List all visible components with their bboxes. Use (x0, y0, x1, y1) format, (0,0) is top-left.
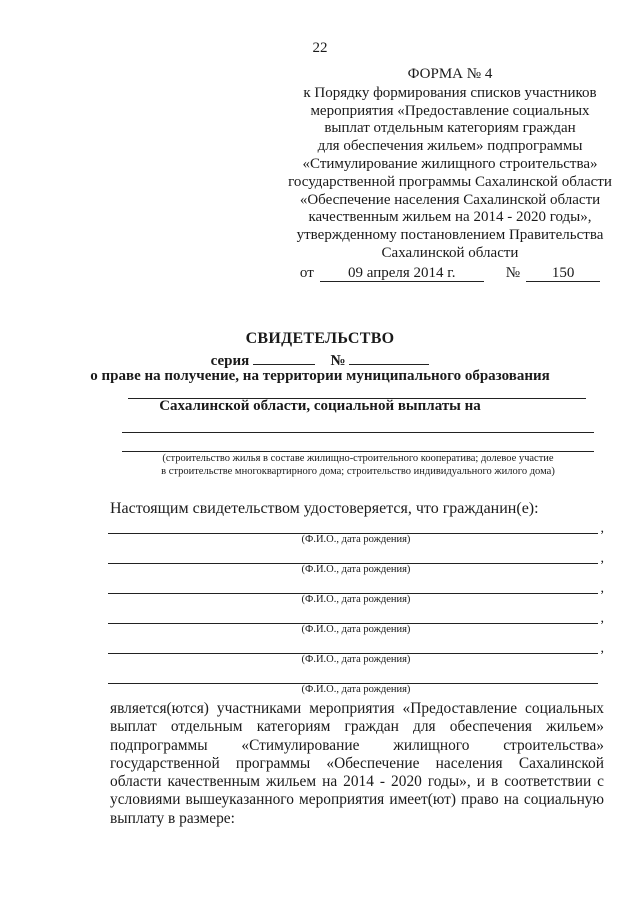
series-number-line (0, 350, 640, 370)
header-line: «Обеспечение населения Сахалинской области (299, 191, 601, 208)
comma: , (600, 581, 604, 596)
person-hint: (Ф.И.О., дата рождения) (301, 624, 411, 635)
header-line: к Порядку формирования списков участников (303, 84, 597, 101)
decree-number-label: № (505, 264, 521, 281)
person-hint: (Ф.И.О., дата рождения) (301, 534, 411, 545)
decree-date: 09 апреля 2014 г. (320, 265, 484, 282)
decree-reference (280, 265, 620, 283)
caption-line: в строительстве многоквартирного дома; строительство индивидуального жилого дома) (161, 466, 555, 477)
decree-from-label: от (299, 264, 314, 281)
person-entry[interactable] (108, 581, 604, 613)
person-entry[interactable] (108, 675, 604, 703)
series-blank[interactable] (253, 350, 315, 365)
comma: , (600, 611, 604, 626)
person-hint: (Ф.И.О., дата рождения) (301, 684, 411, 695)
person-entry[interactable] (108, 521, 604, 553)
header-line: Сахалинской области (381, 244, 519, 261)
certificate-title: СВИДЕТЕЛЬСТВО (245, 330, 395, 347)
comma: , (600, 521, 604, 536)
region-text: Сахалинской области, социальной выплаты на (159, 398, 481, 414)
header-line: для обеспечения жильем» подпрограммы (317, 138, 583, 155)
form-title: ФОРМА № 4 (407, 66, 493, 82)
number-label: № (330, 353, 346, 369)
header-line: государственной программы Сахалинской области (288, 173, 612, 190)
purpose-blank-1[interactable] (122, 432, 594, 433)
intro-text: Настоящим свидетельством удостоверяется, что гражданин(е): (110, 500, 539, 517)
comma: , (600, 641, 604, 656)
person-hint: (Ф.И.О., дата рождения) (301, 654, 411, 665)
person-hint: (Ф.И.О., дата рождения) (301, 564, 411, 575)
header-line: утвержденному постановлением Правительства (296, 227, 604, 244)
header-line: «Стимулирование жилищного строительства» (302, 155, 598, 172)
series-label: серия (210, 353, 250, 369)
person-entry[interactable] (108, 641, 604, 673)
participation-paragraph: является(ются) участниками мероприятия «Предоставление социальных выплат отдельным категориям граждан для обеспечения жильем» подпрограммы «Стимулирование жилищного строительства» государственной программы «Обеспечение населения Сахалинской области качественным жильем на 2014 - 2020 годы», и в соответствии с условиями вышеуказанного мероприятия имеет(ют) право на социальную выплату в размере: (110, 700, 604, 827)
right-to-receive-text: о праве на получение, на территории муниципального образования (90, 368, 550, 384)
header-line: качественным жильем на 2014 - 2020 годы», (308, 209, 592, 226)
number-blank[interactable] (349, 350, 429, 365)
comma: , (600, 551, 604, 566)
person-entry[interactable] (108, 611, 604, 643)
decree-number: 150 (526, 265, 600, 282)
caption-line: (строительство жилья в составе жилищно-строительного кооператива; долевое участие (162, 453, 554, 464)
person-hint: (Ф.И.О., дата рождения) (301, 594, 411, 605)
page-number: 22 (312, 40, 328, 56)
header-line: мероприятия «Предоставление социальных (310, 102, 590, 119)
person-entry[interactable] (108, 551, 604, 583)
construction-caption (0, 452, 640, 478)
form-header (280, 66, 620, 283)
header-line: выплат отдельным категориям граждан (324, 120, 576, 137)
